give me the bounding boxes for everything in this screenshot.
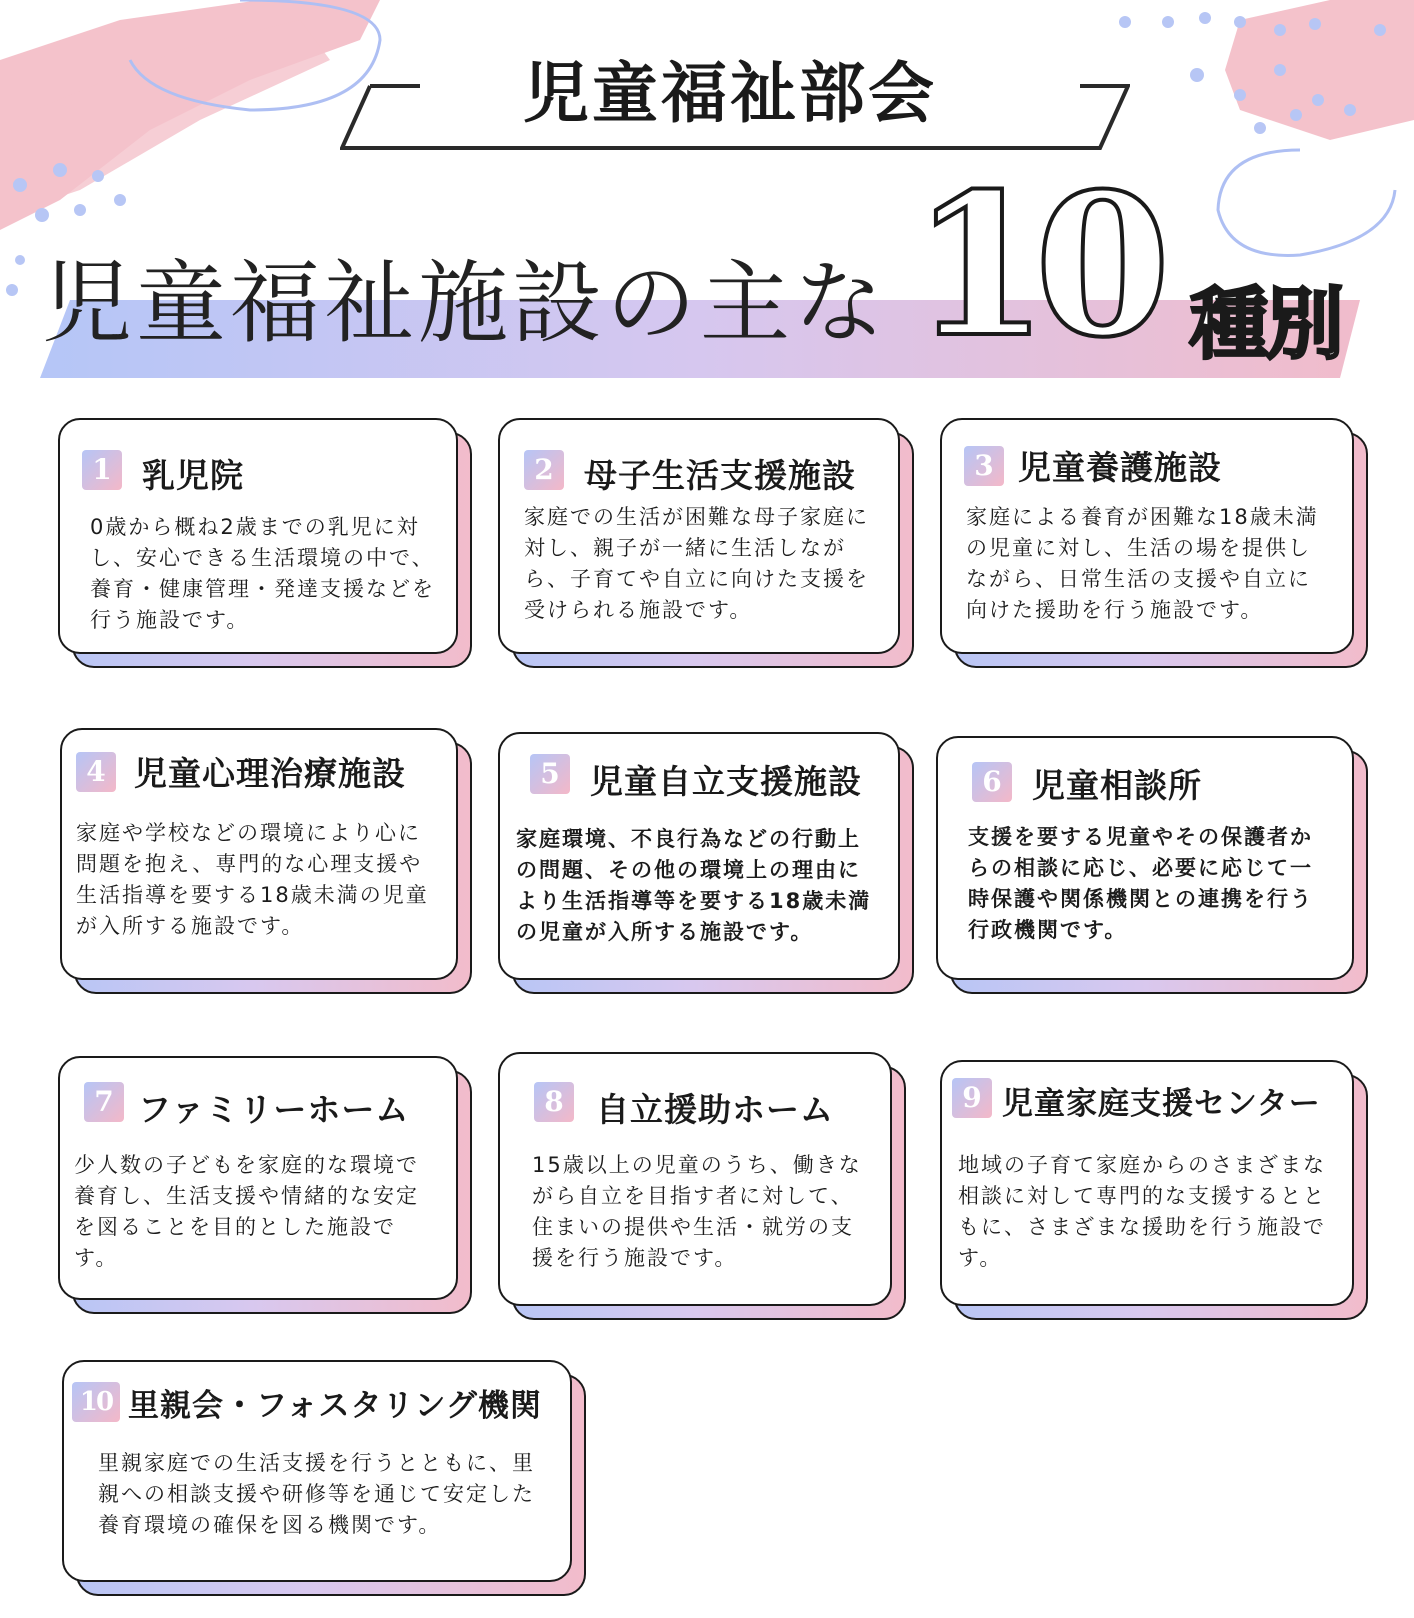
card-body <box>498 418 900 654</box>
card-number-badge: 4 <box>76 752 116 792</box>
subtitle-number: 10 <box>912 151 1157 381</box>
card-body <box>58 418 458 654</box>
facility-card-4 <box>60 728 458 980</box>
card-body <box>62 1360 572 1582</box>
card-description: 家庭や学校などの環境により心に問題を抱え、専門的な心理支援や生活指導を要する18歳未満の児童が入所する施設です。 <box>76 821 429 938</box>
card-number-badge: 2 <box>524 450 564 490</box>
card-description: 15歳以上の児童のうち、働きながら自立を目指す者に対して、住まいの提供や生活・就労の支援を行う施設です。 <box>532 1153 862 1270</box>
facility-card-8 <box>498 1052 892 1306</box>
facility-card-2 <box>498 418 900 654</box>
card-number-badge: 8 <box>534 1082 574 1122</box>
facility-card-7 <box>58 1056 458 1300</box>
subtitle-suffix: 種別 <box>1190 280 1343 370</box>
card-number-badge: 3 <box>964 446 1004 486</box>
card-description: 家庭環境、不良行為などの行動上の問題、その他の環境上の理由により生活指導等を要する18歳未満の児童が入所する施設です。 <box>516 827 872 944</box>
facility-card-10 <box>62 1360 572 1582</box>
card-body <box>940 1060 1354 1306</box>
card-title: ファミリーホーム <box>138 1090 410 1129</box>
brush-stroke-left <box>0 0 380 230</box>
card-title: 里親会・フォスタリング機関 <box>128 1388 542 1424</box>
card-body <box>936 736 1354 980</box>
card-description: 家庭による養育が困難な18歳未満の児童に対し、生活の場を提供しながら、日常生活の支援や自立に向けた援助を行う施設です。 <box>966 505 1319 622</box>
card-title: 自立援助ホーム <box>596 1090 834 1129</box>
card-description: 家庭での生活が困難な母子家庭に対し、親子が一緒に生活しながら、子育てや自立に向けた支援を受けられる施設です。 <box>524 505 869 622</box>
card-number-badge: 10 <box>72 1382 120 1422</box>
card-title: 児童相談所 <box>1032 766 1202 805</box>
card-number-badge: 9 <box>952 1078 992 1118</box>
facility-card-3 <box>940 418 1354 654</box>
card-description: 少人数の子どもを家庭的な環境で養育し、生活支援や情緒的な安定を図ることを目的とした施設です。 <box>74 1153 419 1270</box>
card-body <box>60 728 458 980</box>
card-number-badge: 7 <box>84 1082 124 1122</box>
card-number-badge: 5 <box>530 754 570 794</box>
card-body <box>58 1056 458 1300</box>
page-title: 児童福祉部会 <box>523 55 937 132</box>
card-body <box>498 1052 892 1306</box>
facility-card-1 <box>58 418 458 654</box>
card-description: 支援を要する児童やその保護者からの相談に応じ、必要に応じて一時保護や関係機関との連携を行う行政機関です。 <box>968 825 1313 942</box>
card-description: 0歳から概ね2歳までの乳児に対し、安心できる生活環境の中で、養育・健康管理・発達支援などを行う施設です。 <box>90 515 435 632</box>
card-title: 母子生活支援施設 <box>584 456 856 495</box>
card-body <box>498 732 900 980</box>
card-title: 児童養護施設 <box>1018 448 1222 487</box>
facility-card-9 <box>940 1060 1354 1306</box>
card-title: 児童家庭支援センター <box>1002 1086 1321 1122</box>
card-number-badge: 6 <box>972 762 1012 802</box>
card-description: 地域の子育て家庭からのさまざまな相談に対して専門的な支援するとともに、さまざまな援助を行う施設です。 <box>958 1153 1326 1270</box>
facility-card-5 <box>498 732 900 980</box>
facility-card-6 <box>936 736 1354 980</box>
card-title: 乳児院 <box>142 456 244 495</box>
card-body <box>940 418 1354 654</box>
card-description: 里親家庭での生活支援を行うとともに、里親への相談支援や研修等を通じて安定した養育環境の確保を図る機関です。 <box>98 1451 535 1537</box>
card-title: 児童心理治療施設 <box>134 754 406 793</box>
circle-outline-right <box>1218 150 1395 255</box>
subtitle: 児童福祉施設の主な <box>42 251 888 356</box>
card-number-badge: 1 <box>82 450 122 490</box>
card-title: 児童自立支援施設 <box>590 762 862 801</box>
